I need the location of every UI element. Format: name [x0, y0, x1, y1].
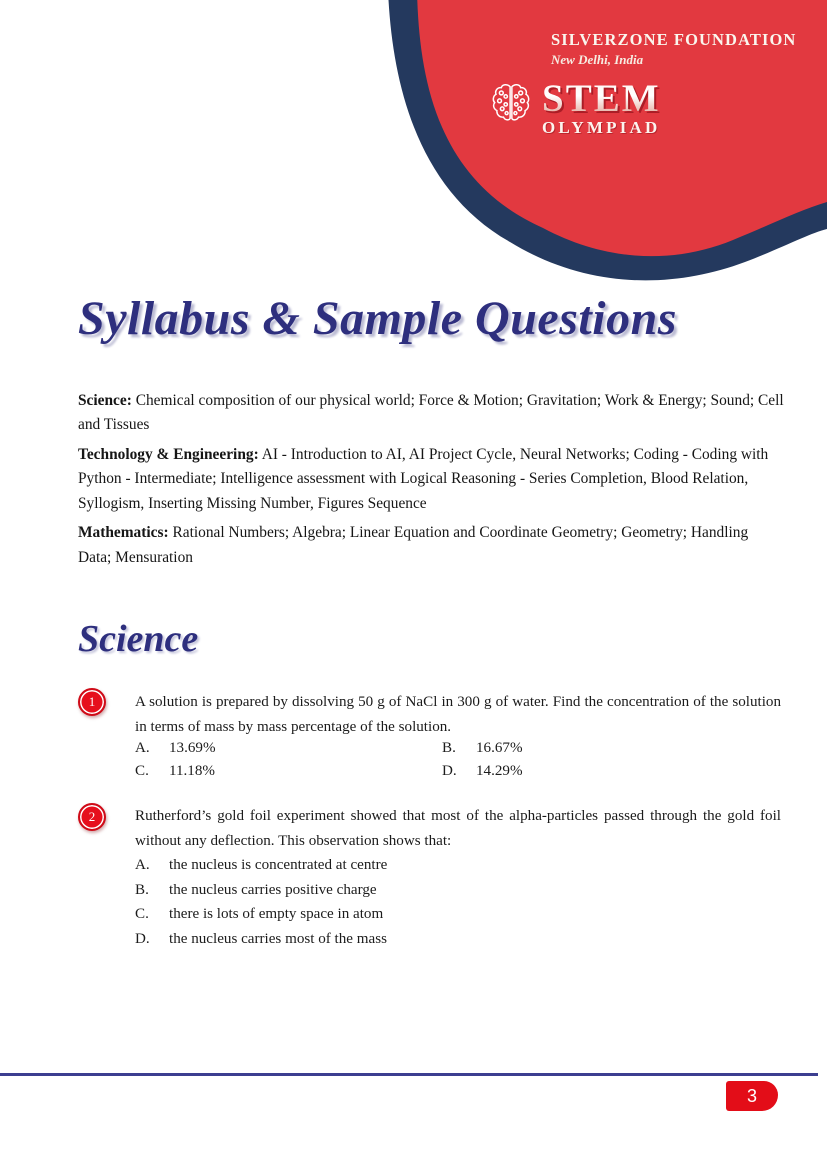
question-1-number: 1 [88, 694, 96, 709]
option-letter: B. [442, 740, 456, 756]
question-1-option-a [135, 740, 442, 757]
syllabus-text-mathematics: Rational Numbers; Algebra; Linear Equation and Coordinate Geometry; Geometry; Handling Data; Mensuration [78, 524, 749, 566]
question-2-option-b [135, 878, 387, 903]
syllabus-label-technology: Technology & Engineering: [78, 446, 259, 464]
option-text: 14.29% [476, 763, 523, 779]
question-2-number-badge [78, 803, 106, 831]
section-heading: Science [78, 618, 199, 660]
question-1-options [135, 740, 695, 780]
page-number-badge [726, 1081, 778, 1111]
question-1-option-b [442, 740, 695, 757]
brain-icon [489, 80, 533, 132]
brand-block [551, 30, 796, 68]
logo-title: STEM [542, 77, 661, 120]
page-number: 3 [746, 1085, 757, 1106]
syllabus-paragraph-science [78, 389, 784, 438]
option-text: there is lots of empty space in atom [169, 906, 384, 922]
stem-olympiad-logo [489, 77, 661, 137]
question-2-options [135, 853, 387, 951]
option-letter: C. [135, 763, 149, 779]
syllabus-paragraph-technology [78, 443, 784, 516]
option-text: the nucleus is concentrated at centre [169, 857, 388, 873]
option-letter: A. [135, 740, 150, 756]
org-location: New Delhi, India [551, 52, 644, 67]
option-letter: D. [135, 930, 150, 947]
syllabus-text-technology: AI - Introduction to AI, AI Project Cycle, Neural Networks; Coding - Coding with Python - Intermediate; Intelligence assessment with Logical Reasoning - Series Completion, Blood Relation, Syllogism, Inserting Missing Number, Figures Sequence [78, 446, 769, 512]
question-2-text: Rutherford’s gold foil experiment showed that most of the alpha-particles passed through the gold foil without any deflection. This observation shows that: [135, 808, 781, 849]
syllabus-label-mathematics: Mathematics: [78, 524, 169, 542]
option-text: 11.18% [169, 763, 215, 779]
syllabus-block [78, 389, 784, 576]
question-2-option-d [135, 927, 387, 952]
page-title: Syllabus & Sample Questions [78, 292, 677, 345]
question-1-option-c [135, 763, 442, 780]
syllabus-text-science: Chemical composition of our physical world; Force & Motion; Gravitation; Work & Energy; Sound; Cell and Tissues [78, 392, 784, 434]
option-letter: D. [442, 763, 457, 779]
option-letter: C. [135, 906, 149, 922]
logo-subtitle: OLYMPIAD [542, 118, 661, 137]
question-1-text: A solution is prepared by dissolving 50 g of NaCl in 300 g of water. Find the concentration of the solution in terms of mass by mass percentage of the solution. [135, 694, 781, 735]
option-text: 16.67% [476, 740, 523, 756]
question-2-option-c [135, 902, 387, 927]
org-name: SILVERZONE FOUNDATION [551, 30, 797, 49]
question-1-number-badge [78, 688, 106, 716]
question-1-option-d [442, 763, 695, 780]
option-text: the nucleus carries positive charge [169, 881, 377, 898]
footer-divider [0, 1073, 818, 1076]
syllabus-label-science: Science: [78, 392, 132, 409]
question-2-number: 2 [88, 809, 96, 824]
option-letter: B. [135, 881, 149, 898]
syllabus-paragraph-mathematics [78, 521, 784, 570]
option-text: 13.69% [169, 740, 216, 756]
option-text: the nucleus carries most of the mass [169, 930, 387, 947]
question-2-option-a [135, 853, 387, 878]
option-letter: A. [135, 857, 150, 873]
